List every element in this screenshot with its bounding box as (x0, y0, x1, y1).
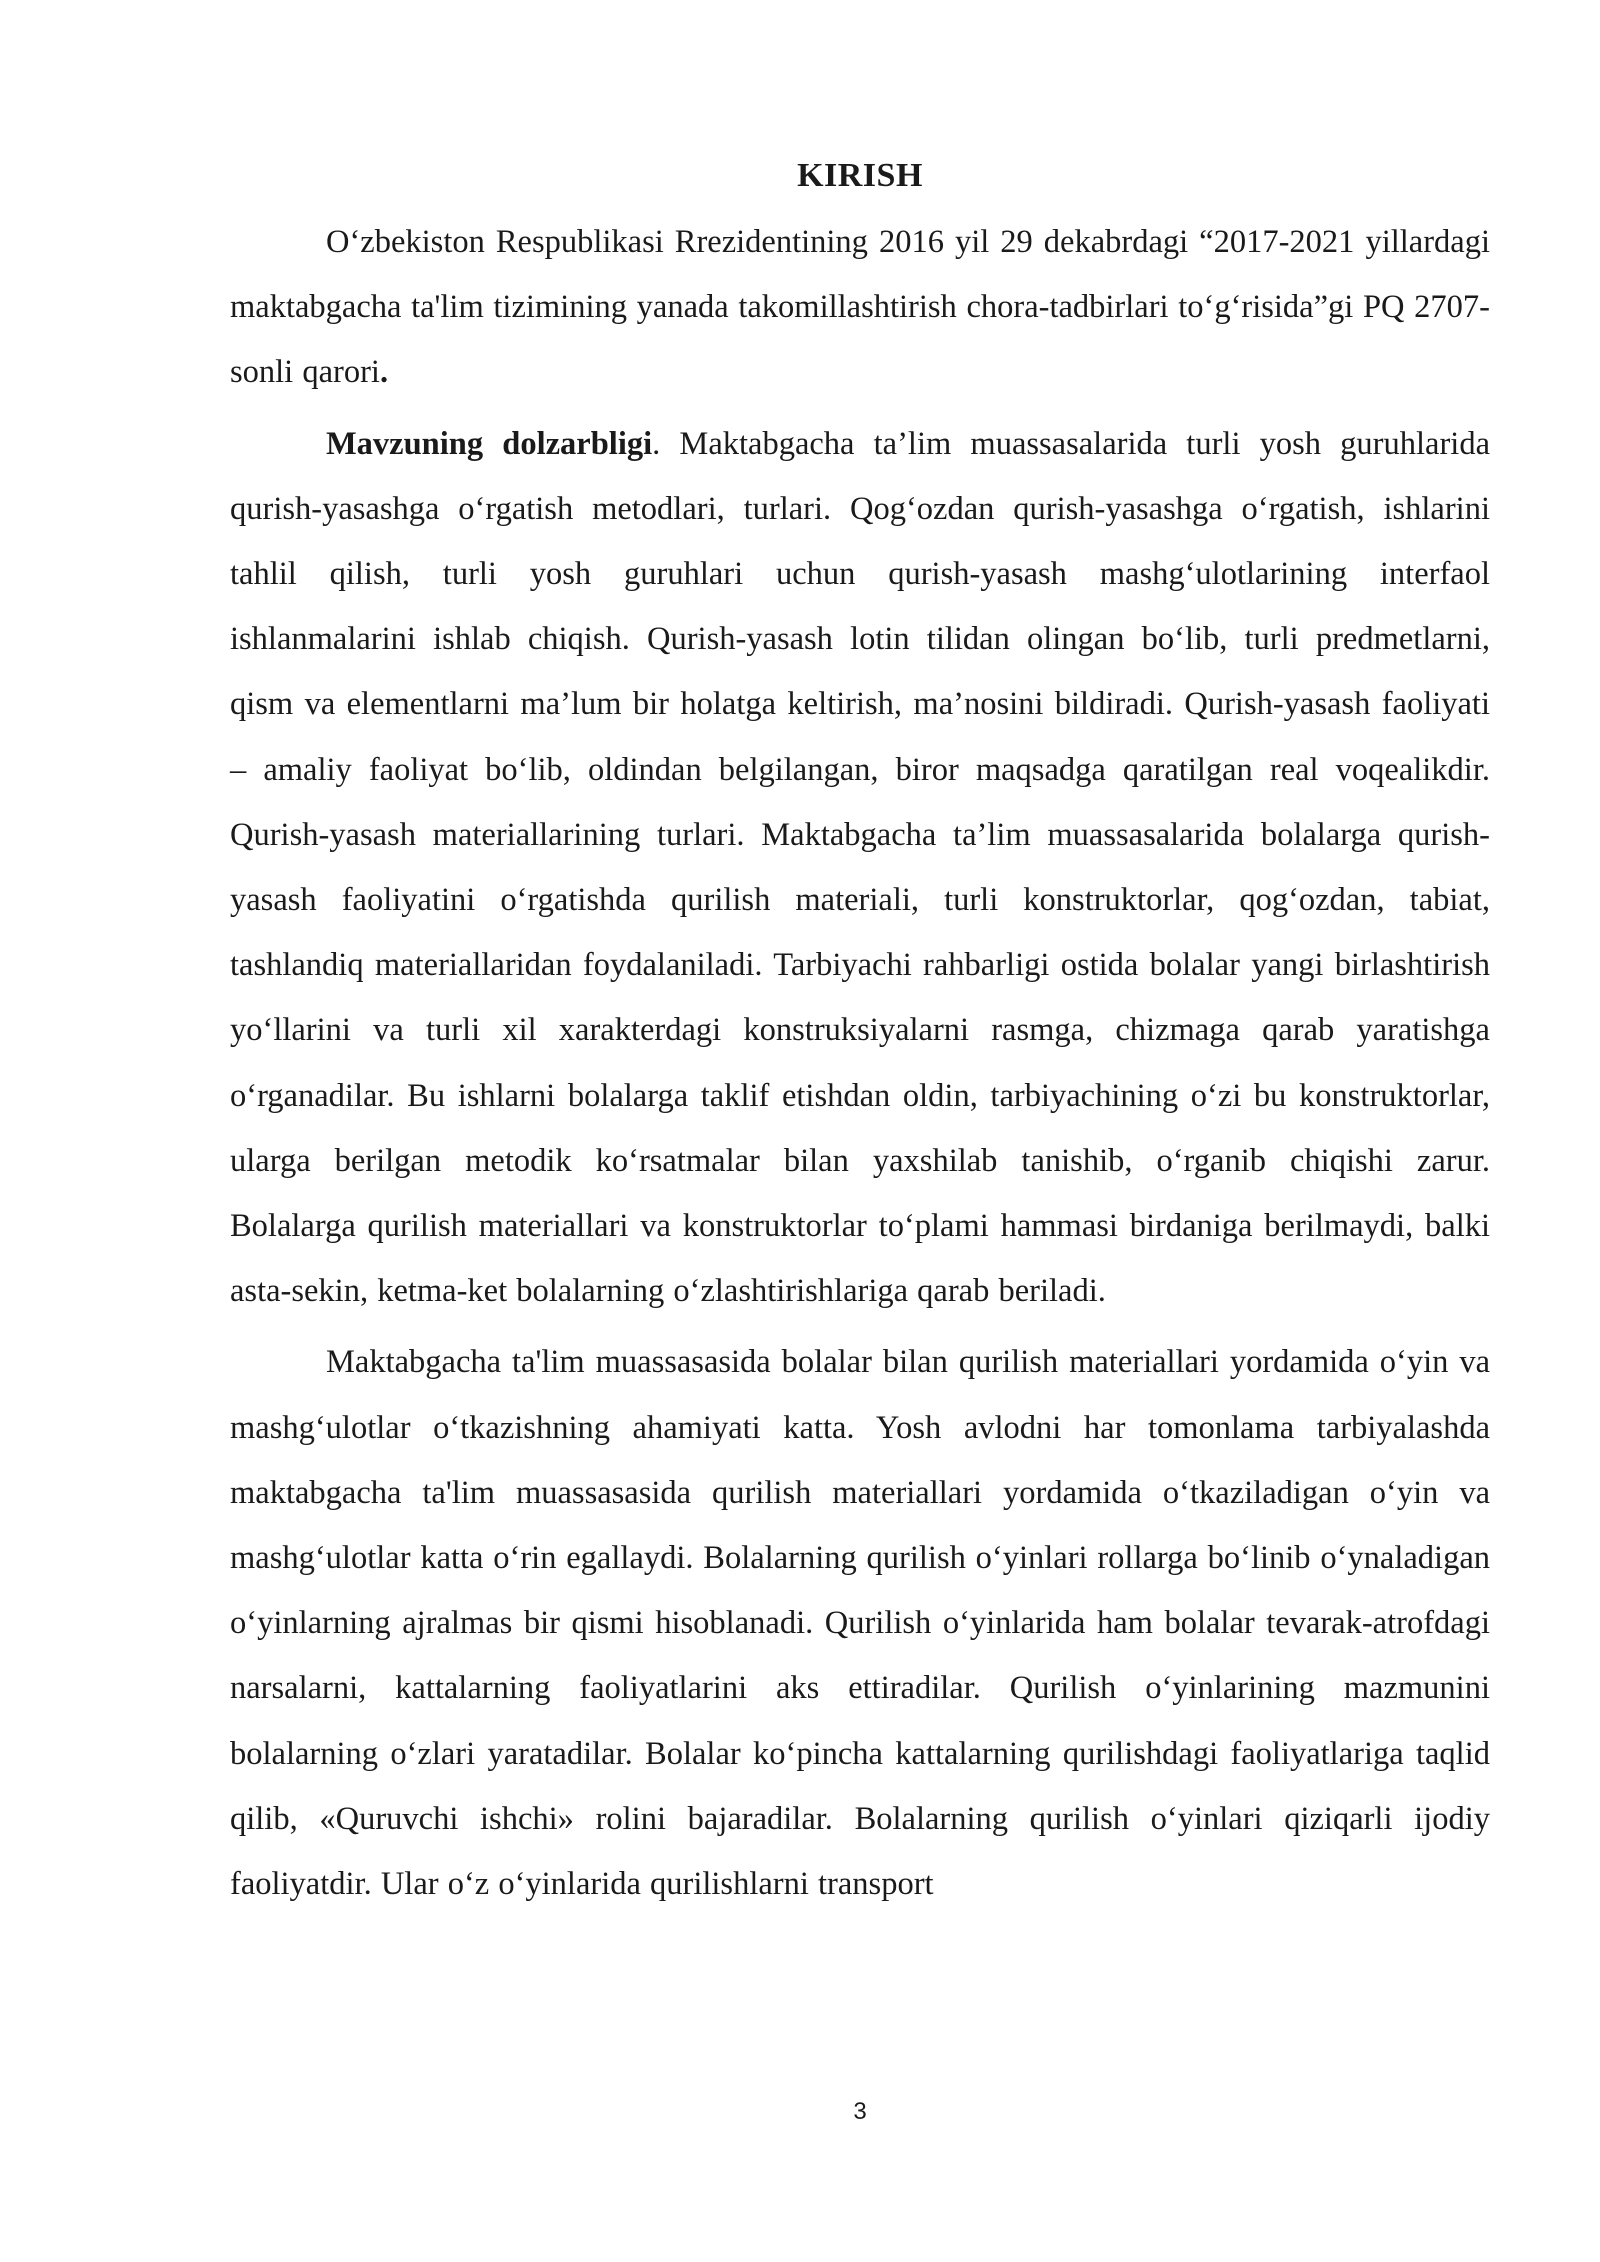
decree-text: O‘zbekiston Respublikasi Rrezidentining 2016 yil 29 dekabrdagi “2017-2021 yillardagi maktabgacha ta'lim tizimining yanada takomillashtirish chora-tadbirlari to‘g‘risida”gi PQ 2707- sonli qarori (230, 224, 1490, 391)
relevance-paragraph (230, 412, 1490, 1325)
document-page (230, 148, 1490, 1917)
decree-end-period: . (379, 354, 389, 391)
decree-paragraph (230, 210, 1490, 406)
page-number: 3 (853, 2098, 867, 2125)
section-heading: KIRISH (797, 157, 923, 194)
construction-games-text: Maktabgacha ta'lim muassasasida bolalar bilan qurilish materiallari yordamida o‘yin va mashg‘ulotlar o‘tkazishning ahamiyati katta. Yosh avlodni har tomonlama tarbiyalashda maktabgacha ta'lim muassasasida qurilish materiallari yordamida o‘tkaziladigan o‘yin va mashg‘ulotlar katta o‘rin egallaydi. Bolalarning qurilish o‘yinlari rollarga bo‘linib o‘ynaladigan o‘yinlarning ajralmas bir qismi hisoblanadi. Qurilish o‘yinlarida ham bolalar tevarak-atrofdagi narsalarni, kattalarning faoliyatlarini aks ettiradilar. Qurilish o‘yinlarining mazmunini bolalarning o‘zlari yaratadilar. Bolalar ko‘pincha kattalarning qurilishdagi faoliyatlariga taqlid qilib, «Quruvchi ishchi» rolini bajaradilar. Bolalarning qurilish o‘yinlari qiziqarli ijodiy faoliyatdir. Ular o‘z o‘yinlarida qurilishlarni transport (230, 1344, 1490, 1903)
construction-games-paragraph (230, 1330, 1490, 1917)
relevance-text: . Maktabgacha ta’lim muassasalarida turli yosh guruhlarida qurish-yasashga o‘rgatish metodlari, turlari. Qog‘ozdan qurish-yasashga o‘rgatish, ishlarini tahlil qilish, turli yosh guruhlari uchun qurish-yasash mashg‘ulotlarining interfaol ishlanmalarini ishlab chiqish. Qurish-yasash lotin tilidan olingan bo‘lib, turli predmetlarni, qism va elementlarni ma’lum bir holatga keltirish, ma’nosini bildiradi. Qurish-yasash faoliyati – amaliy faoliyat bo‘lib, oldindan belgilangan, biror maqsadga qaratilgan real voqealikdir. Qurish-yasash materiallarining turlari. Maktabgacha ta’lim muassasalarida bolalarga qurish-yasash faoliyatini o‘rgatishda qurilish materiali, turli konstruktorlar, qog‘ozdan, tabiat, tashlandiq materiallaridan foydalaniladi. Tarbiyachi rahbarligi ostida bolalar yangi birlashtirish yo‘llarini va turli xil xarakterdagi konstruksiyalarni rasmga, chizmaga qarab yaratishga o‘rganadilar. Bu ishlarni bolalarga taklif etishdan oldin, tarbiyachining o‘zi bu konstruktorlar, ularga berilgan metodik ko‘rsatmalar bilan yaxshilab tanishib, o‘rganib chiqishi zarur. Bolalarga qurilish materiallari va konstruktorlar to‘plami hammasi birdaniga berilmaydi, balki asta-sekin, ketma-ket bolalarning o‘zlashtirishlariga qarab beriladi. (230, 425, 1490, 1310)
relevance-lead: Mavzuning dolzarbligi (326, 425, 653, 462)
